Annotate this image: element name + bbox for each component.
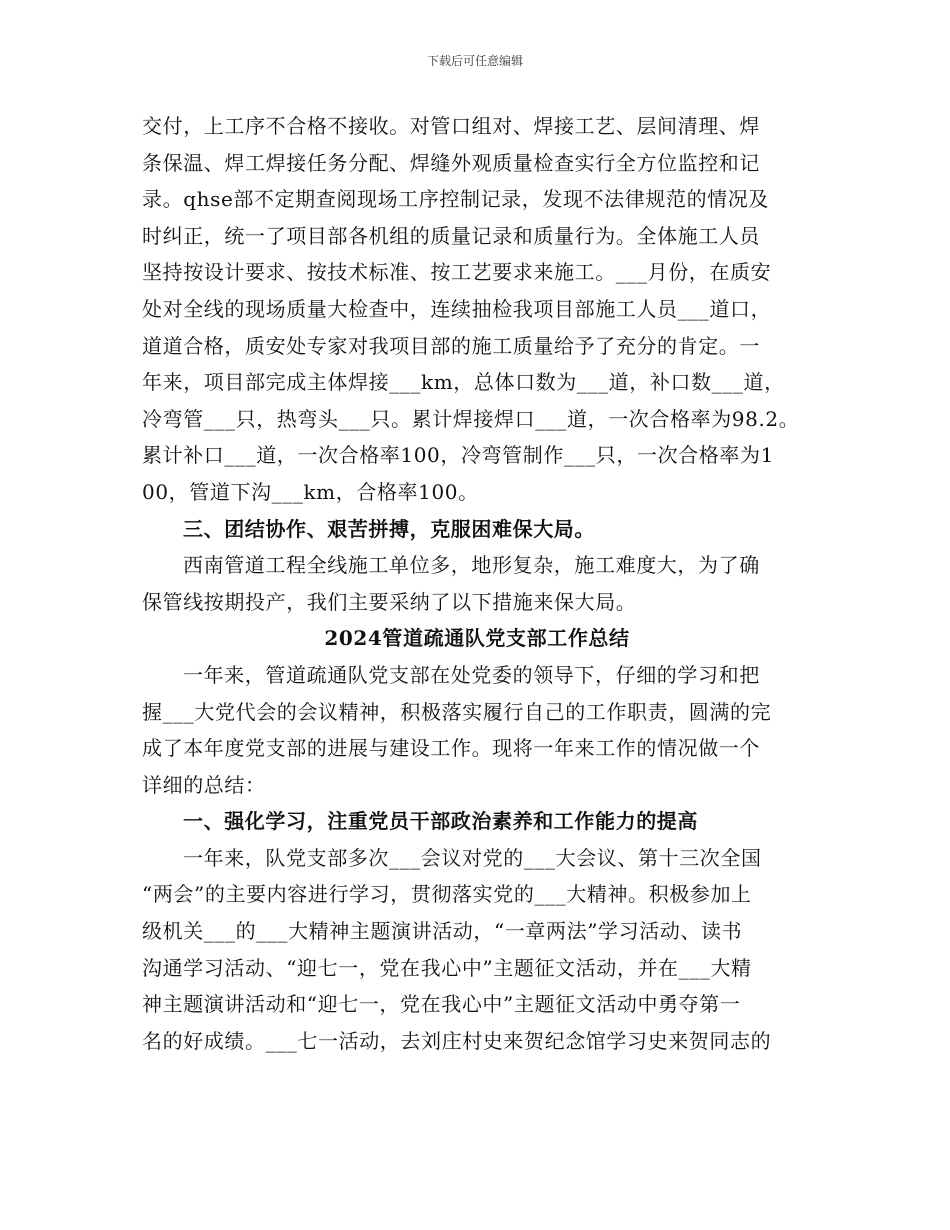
section-heading: 三、团结协作、艰苦拼搏，克服困难保大局。 bbox=[183, 516, 595, 541]
body-line: 握___大党代会的会议精神，积极落实履行自己的工作职责，圆满的完 bbox=[142, 699, 772, 724]
body-line: 00，管道下沟___km，合格率100。 bbox=[142, 479, 479, 504]
body-line: 处对全线的现场质量大检查中，连续抽检我项目部施工人员___道口， bbox=[142, 296, 772, 321]
body-line: 交付，上工序不合格不接收。对管口组对、焊接工艺、层间清理、焊 bbox=[142, 114, 760, 138]
section-heading: 一、强化学习，注重党员干部政治素养和工作能力的提高 bbox=[183, 809, 698, 834]
body-line: 西南管道工程全线施工单位多，地形复杂，施工难度大，为了确 bbox=[183, 553, 760, 578]
body-line: “两会”的主要内容进行学习，贯彻落实党的___大精神。积极参加上 bbox=[142, 882, 752, 907]
body-line: 一年来，队党支部多次___会议对党的___大会议、第十三次全国 bbox=[183, 845, 762, 870]
body-line: 沟通学习活动、“迎七一，党在我心中”主题征文活动，并在___大精 bbox=[142, 955, 752, 980]
body-line: 详细的总结： bbox=[142, 772, 266, 797]
body-line: 年来，项目部完成主体焊接___km，总体口数为___道，补口数___道， bbox=[142, 370, 785, 395]
body-line: 累计补口___道，一次合格率100，冷弯管制作___只，一次合格率为1 bbox=[142, 443, 774, 468]
body-line: 冷弯管___只，热弯头___只。累计焊接焊口___道，一次合格率为98.2。 bbox=[142, 406, 800, 431]
document-body bbox=[142, 108, 812, 1059]
body-line: 一年来，管道疏通队党支部在处党委的领导下，仔细的学习和把 bbox=[183, 662, 760, 687]
body-line: 录。qhse部不定期查阅现场工序控制记录，发现不法律规范的情况及 bbox=[142, 187, 769, 212]
document-title: 2024管道疏通队党支部工作总结 bbox=[324, 626, 630, 651]
body-line: 名的好成绩。___七一活动，去刘庄村史来贺纪念馆学习史来贺同志的 bbox=[142, 1028, 772, 1053]
body-line: 道道合格，质安处专家对我项目部的施工质量给予了充分的肯定。一 bbox=[142, 333, 760, 358]
body-line: 条保温、焊工焊接任务分配、焊缝外观质量检查实行全方位监控和记 bbox=[142, 150, 760, 175]
body-line: 级机关___的___大精神主题演讲活动，“一章两法”学习活动、读书 bbox=[142, 919, 743, 944]
body-line: 时纠正，统一了项目部各机组的质量记录和质量行为。全体施工人员 bbox=[142, 223, 760, 248]
body-line: 成了本年度党支部的进展与建设工作。现将一年来工作的情况做一个 bbox=[142, 736, 760, 761]
body-line: 坚持按设计要求、按技术标准、按工艺要求来施工。___月份，在质安 bbox=[142, 260, 772, 285]
body-line: 神主题演讲活动和“迎七一，党在我心中”主题征文活动中勇夺第一 bbox=[142, 992, 741, 1017]
page-header: 下载后可任意编辑 bbox=[426, 54, 523, 68]
body-line: 保管线按期投产，我们主要采纳了以下措施来保大局。 bbox=[142, 589, 637, 614]
